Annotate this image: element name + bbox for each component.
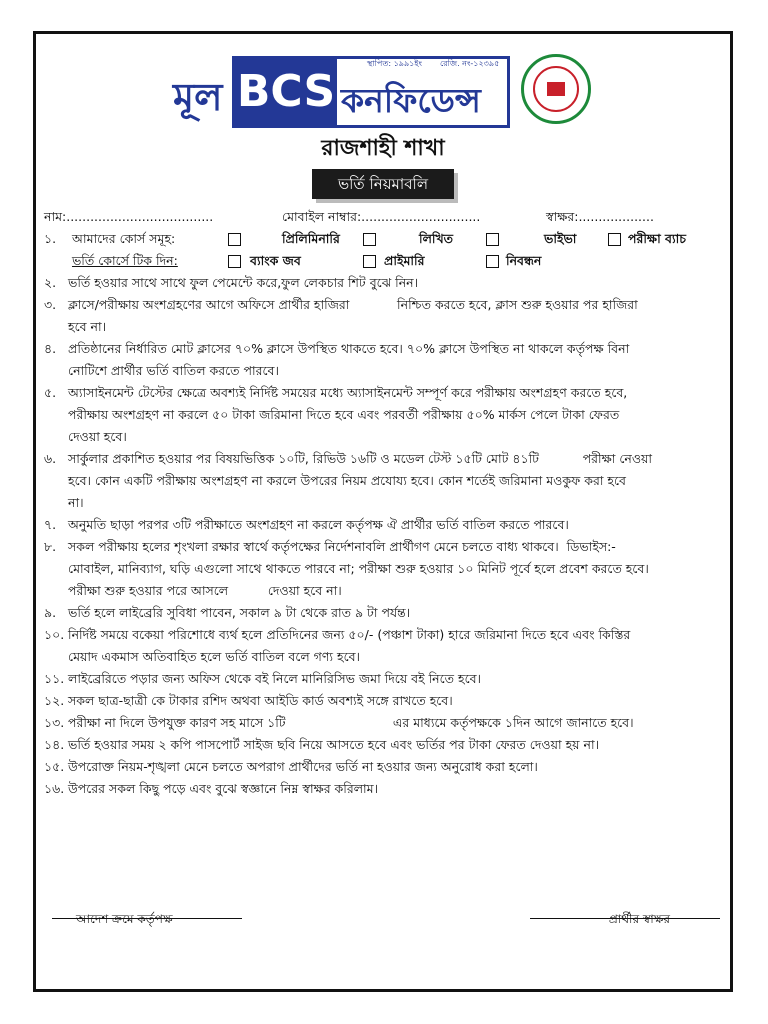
- list-item: [44, 690, 722, 712]
- checkbox[interactable]: [486, 255, 499, 268]
- list-number: ১০.: [44, 627, 65, 642]
- option-label: প্রিলিমিনারি: [282, 231, 340, 246]
- book-icon: [547, 82, 565, 96]
- seal-inner: [533, 66, 579, 112]
- rule-text: ভর্তি হলে লাইব্রেরি সুবিধা পাবেন, সকাল ৯ টা থেকে রাত ৯ টা পর্যন্ত।: [68, 605, 411, 620]
- name-field[interactable]: নাম:.....................................: [44, 209, 214, 224]
- list-item: [44, 734, 722, 756]
- list-item: [44, 294, 722, 316]
- option-label: নিবন্ধন: [506, 253, 542, 268]
- header-fields: [44, 206, 722, 228]
- list-item: [44, 778, 722, 800]
- list-number: ১৫.: [44, 759, 65, 774]
- option-label: ভাইভা: [544, 231, 577, 246]
- rule-text: পরীক্ষা শুরু হওয়ার পরে আসলে দেওয়া হবে না।: [68, 583, 342, 598]
- option-label: ব্যাংক জব: [250, 253, 301, 268]
- list-item: [44, 646, 722, 668]
- list-item: [44, 558, 722, 580]
- list-number: ১২.: [44, 693, 65, 708]
- rule-text: হবে না।: [68, 319, 107, 334]
- rule-text: লাইব্রেরিতে পড়ার জন্য অফিস থেকে বই নিলে মানিরিসিভ জমা দিয়ে বই নিতে হবে।: [68, 671, 482, 686]
- mobile-field[interactable]: মোবাইল নাম্বার:..............................: [282, 209, 481, 224]
- list-item: [44, 668, 722, 690]
- rule-text: মোবাইল, মানিব্যাগ, ঘড়ি এগুলো সাথে থাকতে পারবে না; পরীক্ষা শুরু হওয়ার ১০ মিনিট পূর্বে হলে প্রবেশ করতে হবে।: [68, 561, 649, 576]
- rule-text: ভর্তি হওয়ার সাথে সাথে ফুল পেমেন্টে করে,ফুল লেকচার শিট বুঝে নিন।: [68, 275, 419, 290]
- page-title: রাজশাহী শাখা: [321, 136, 445, 161]
- list-number: ৪.: [44, 341, 57, 356]
- list-number: ১৬.: [44, 781, 65, 796]
- list-number: ৫.: [44, 385, 57, 400]
- rule-text: না।: [68, 495, 84, 510]
- list-item: [44, 470, 722, 492]
- document-frame: [33, 31, 733, 992]
- rule-text: হবে। কোন একটি পরীক্ষায় অংশগ্রহণ না করলে উপরের নিয়ম প্রযোয্য হবে। কোন শর্তেই জরিমানা মওকুফ করা হবে: [68, 473, 626, 488]
- checkbox[interactable]: [228, 255, 241, 268]
- checkbox[interactable]: [363, 233, 376, 246]
- list-item: [44, 580, 722, 602]
- rule-text: উপরোক্ত নিয়ম-শৃঙ্খলা মেনে চলতে অপরাগ প্রার্থীদের ভর্তি না হওয়ার জন্য অনুরোধ করা হলো।: [68, 759, 538, 774]
- rule-text: উপরের সকল কিছু পড়ে এবং বুঝে স্বজ্ঞানে নিম্ন স্বাক্ষর করিলাম।: [68, 781, 379, 796]
- list-item: [44, 448, 722, 470]
- list-number: ১৪.: [44, 737, 65, 752]
- logo-mul-text: মূল: [173, 75, 223, 119]
- course-label-2: ভর্তি কোর্সে টিক দিন:: [71, 253, 178, 268]
- list-item: [44, 272, 722, 294]
- rule-text: সকল ছাত্র-ছাত্রী কে টাকার রশিদ অথবা আইডি কার্ড অবশ্যই সঙ্গে রাখতে হবে।: [68, 693, 453, 708]
- seal-icon: [521, 54, 591, 124]
- list-number: ১৩.: [44, 715, 65, 730]
- rule-text: ভর্তি হওয়ার সময় ২ কপি পাসপোর্ট সাইজ ছবি নিয়ে আসতে হবে এবং ভর্তির পর টাকা ফেরত দেওয়া হয় না।: [68, 737, 600, 752]
- rule-text: পরীক্ষা না দিলে উপযুক্ত কারণ সহ মাসে ১টি এর মাধ্যমে কর্তৃপক্ষকে ১দিন আগে জানাতে হবে।: [68, 715, 634, 730]
- list-number: ১১.: [44, 671, 65, 686]
- list-item: [44, 404, 722, 426]
- list-number: ৮.: [44, 539, 57, 554]
- list-item: [44, 492, 722, 514]
- rule-text: নির্দিষ্ট সময়ে বকেয়া পরিশোধে ব্যর্থ হলে প্রতিদিনের জন্য ৫০/- (পঞ্চাশ টাকা) হারে জরিমানা দিতে হবে এবং কিস্তির: [68, 627, 631, 642]
- checkbox[interactable]: [608, 233, 621, 246]
- list-number: ৭.: [44, 517, 57, 532]
- list-number: ৯.: [44, 605, 57, 620]
- list-number: ৬.: [44, 451, 57, 466]
- rule-text: প্রতিষ্ঠানের নির্ধারিত মোট ক্লাসের ৭০% ক্লাসে উপস্থিত থাকতে হবে। ৭০% ক্লাসে উপস্থিত না থাকলে কর্তৃপক্ষ বিনা: [68, 341, 630, 356]
- rule-text: মেয়াদ একমাস অতিবাহিত হলে ভর্তি বাতিল বলে গণ্য হবে।: [68, 649, 361, 664]
- rules-body: [44, 206, 722, 800]
- list-item: [44, 712, 722, 734]
- rule-text: অনুমতি ছাড়া পরপর ৩টি পরীক্ষাতে অংশগ্রহণ না করলে কর্তৃপক্ষ ঐ প্রার্থীর ভর্তি বাতিল করতে পারবে।: [68, 517, 569, 532]
- list-number: ৩.: [44, 297, 57, 312]
- checkbox[interactable]: [363, 255, 376, 268]
- checkbox[interactable]: [228, 233, 241, 246]
- course-label: আমাদের কোর্স সমূহ:: [71, 231, 176, 246]
- logo-confidence-text: কনফিডেন্স: [341, 81, 481, 120]
- course-line: [44, 228, 722, 250]
- option-label: লিখিত: [419, 231, 454, 246]
- rule-text: ক্লাসে/পরীক্ষায় অংশগ্রহণের আগে অফিসে প্রার্থীর হাজিরা নিশ্চিত করতে হবে, ক্লাস শুরু হওয়ার পর হাজিরা: [68, 297, 638, 312]
- list-item: [44, 602, 722, 624]
- rule-text: পরীক্ষায় অংশগ্রহণ না করলে ৫০ টাকা জরিমানা দিতে হবে এবং পরবর্তী পরীক্ষায় ৫০% মার্কস পেলে টাকা ফেরত: [68, 407, 620, 422]
- list-item: [44, 360, 722, 382]
- logo-registration: রেজি. নং-১২৩৯৫: [440, 59, 500, 68]
- logo-bcs-text: BCS: [235, 59, 337, 125]
- rule-text: সকল পরীক্ষায় হলের শৃংখলা রক্ষার স্বার্থে কর্তৃপক্ষের নির্দেশনাবলি প্রার্থীগণ মেনে চলতে বাধ্য থাকবে। ডিভাইস:-: [68, 539, 616, 554]
- rule-text: অ্যাসাইনমেন্ট টেস্টের ক্ষেত্রে অবশ্যই নির্দিষ্ট সময়ের মধ্যে অ্যাসাইনমেন্ট সম্পূর্ণ করে পরীক্ষায় অংশগ্রহণ করতে হবে,: [68, 385, 628, 400]
- checkbox[interactable]: [486, 233, 499, 246]
- page-subtitle: ভর্তি নিয়মাবলি: [312, 169, 454, 199]
- rule-text: নোটিশে প্রার্থীর ভর্তি বাতিল করতে পারবে।: [68, 363, 279, 378]
- rule-text: সার্কুলার প্রকাশিত হওয়ার পর বিষয়ভিত্তিক ১০টি, রিভিউ ১৬টি ও মডেল টেস্ট ১৫টি মোট ৪১টি পরীক্ষা নেওয়া: [68, 451, 653, 466]
- list-number: ১.: [44, 231, 57, 246]
- rules-list: [44, 272, 722, 800]
- logo-established: স্থাপিত: ১৯৯১ইং: [367, 59, 422, 68]
- list-item: [44, 338, 722, 360]
- logo-box: [232, 56, 510, 128]
- list-item: [44, 382, 722, 404]
- rule-text: দেওয়া হবে।: [68, 429, 127, 444]
- list-item: [44, 624, 722, 646]
- list-item: [44, 756, 722, 778]
- course-line-2: [44, 250, 722, 272]
- option-label: পরীক্ষা ব্যাচ: [628, 231, 686, 246]
- list-number: ২.: [44, 275, 57, 290]
- authority-signature-label: আদেশ ক্রমে কর্তৃপক্ষ: [76, 912, 173, 926]
- option-label: প্রাইমারি: [384, 253, 425, 268]
- list-item: [44, 514, 722, 536]
- logo: [36, 48, 730, 140]
- signature-field[interactable]: স্বাক্ষর:...................: [546, 209, 654, 224]
- list-item: [44, 426, 722, 448]
- list-item: [44, 316, 722, 338]
- list-item: [44, 536, 722, 558]
- candidate-signature-label: প্রার্থীর স্বাক্ষর: [608, 912, 670, 926]
